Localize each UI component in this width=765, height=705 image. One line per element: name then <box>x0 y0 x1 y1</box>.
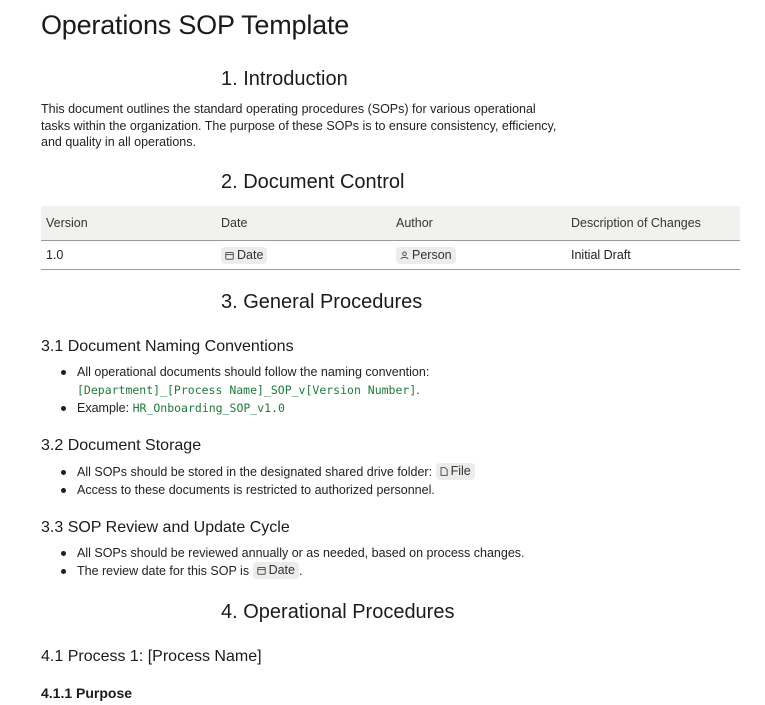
subsection-heading-naming: 3.1 Document Naming Conventions <box>41 338 294 355</box>
review-list <box>59 544 525 580</box>
naming-list <box>59 363 429 417</box>
list-item <box>59 399 429 417</box>
naming-rule-text: All operational documents should follow the naming convention: <box>77 365 430 379</box>
example-label: Example: <box>77 401 133 415</box>
column-header-description: Description of Changes <box>566 206 740 241</box>
list-item <box>59 481 475 499</box>
file-chip[interactable] <box>436 463 475 480</box>
subsection-heading-review: 3.3 SOP Review and Update Cycle <box>41 519 290 536</box>
table-row <box>41 241 740 270</box>
storage-rule-text: All SOPs should be stored in the designated shared drive folder: <box>77 465 433 479</box>
introduction-paragraph: This document outlines the standard operating procedures (SOPs) for various operational tasks within the organization. The purpose of these SOPs is to ensure consistency, efficiency, and quality in all operations. <box>41 102 557 149</box>
cell-version[interactable]: 1.0 <box>41 241 216 270</box>
column-header-date: Date <box>216 206 391 241</box>
storage-list <box>59 463 475 499</box>
document-control-table <box>41 206 740 270</box>
page-title: Operations SOP Template <box>41 10 350 40</box>
person-icon <box>400 251 409 260</box>
person-chip[interactable] <box>396 247 456 264</box>
section-heading-introduction: 1. Introduction <box>221 68 348 90</box>
table-header-row <box>41 206 740 241</box>
cell-date[interactable] <box>216 241 391 270</box>
list-item <box>59 562 525 580</box>
calendar-icon <box>225 251 234 260</box>
calendar-icon <box>257 566 266 575</box>
date-chip[interactable] <box>221 247 267 264</box>
list-item <box>59 463 475 481</box>
review-rule-text: All SOPs should be reviewed annually or as needed, based on process changes. <box>77 546 525 560</box>
cell-author[interactable] <box>391 241 566 270</box>
list-item <box>59 544 525 562</box>
subsection-heading-process-1: 4.1 Process 1: [Process Name] <box>41 648 262 665</box>
cell-description[interactable]: Initial Draft <box>566 241 740 270</box>
date-chip-label: Date <box>237 247 264 262</box>
example-code: HR_Onboarding_SOP_v1.0 <box>132 401 285 415</box>
access-rule-text: Access to these documents is restricted to authorized personnel. <box>77 483 435 497</box>
file-icon <box>440 467 448 476</box>
review-date-chip-label: Date <box>268 563 295 577</box>
column-header-version: Version <box>41 206 216 241</box>
section-heading-operational-procedures: 4. Operational Procedures <box>221 601 455 623</box>
person-chip-label: Person <box>412 247 452 262</box>
period-text: . <box>298 564 303 578</box>
review-date-chip[interactable] <box>253 562 299 579</box>
naming-pattern-code: [Department]_[Process Name]_SOP_v[Version Number] <box>77 383 417 397</box>
subsection-heading-storage: 3.2 Document Storage <box>41 437 202 454</box>
period-text: . <box>416 383 420 397</box>
column-header-author: Author <box>391 206 566 241</box>
section-heading-general-procedures: 3. General Procedures <box>221 291 423 313</box>
subsubsection-heading-purpose: 4.1.1 Purpose <box>41 685 133 701</box>
section-heading-document-control: 2. Document Control <box>221 171 405 193</box>
list-item <box>59 363 429 399</box>
file-chip-label: File <box>450 464 471 478</box>
review-date-text: The review date for this SOP is <box>77 564 250 578</box>
